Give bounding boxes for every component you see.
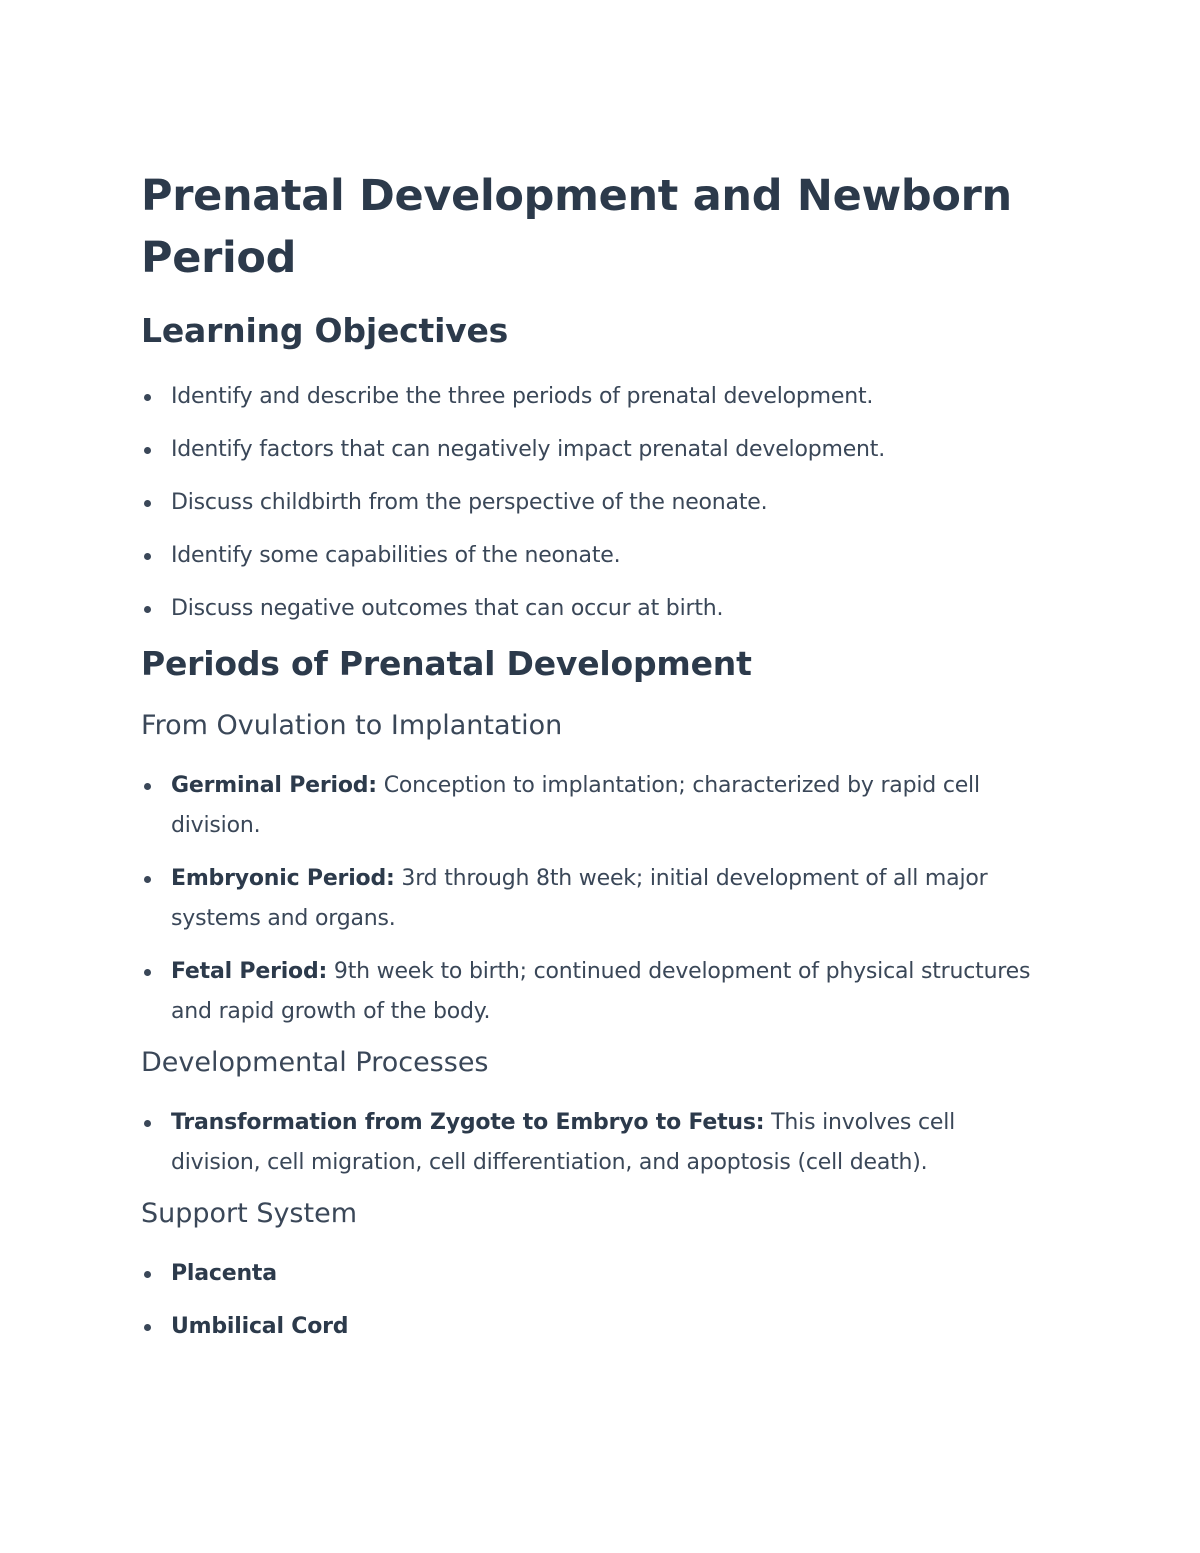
section-heading-learning-objectives: Learning Objectives [141,311,509,350]
term-label: Fetal Period: [171,959,328,984]
list-item [141,1103,1041,1183]
learning-objectives-list [141,377,1041,629]
term-label: Umbilical Cord [171,1314,349,1339]
list-item: Discuss negative outcomes that can occur at birth. [141,589,1041,629]
list-item: Discuss childbirth from the perspective of the neonate. [141,483,1041,523]
developmental-processes-list [141,1103,1041,1183]
document-page [141,165,1041,1360]
support-system-list [141,1254,1041,1347]
page-title: Prenatal Development and Newborn Period [141,171,1012,283]
term-description: 3rd through 8th week; initial development of all major systems and organs. [171,866,988,931]
term-label: Transformation from Zygote to Embryo to Fetus: [171,1110,765,1135]
list-item [141,1307,1041,1347]
list-item: Identify some capabilities of the neonate. [141,536,1041,576]
list-item [141,859,1041,939]
prenatal-periods-list [141,766,1041,1032]
list-item [141,766,1041,846]
subheading-developmental-processes: Developmental Processes [141,1047,489,1078]
term-description: This involves cell division, cell migration, cell differentiation, and apoptosis (cell death). [171,1110,956,1175]
list-item [141,952,1041,1032]
subheading-support-system: Support System [141,1198,357,1229]
term-label: Placenta [171,1261,277,1286]
term-description: 9th week to birth; continued development of physical structures and rapid growth of the body. [171,959,1031,1024]
subheading-ovulation-to-implantation: From Ovulation to Implantation [141,710,563,741]
list-item: Identify and describe the three periods of prenatal development. [141,377,1041,417]
list-item: Identify factors that can negatively impact prenatal development. [141,430,1041,470]
term-description: Conception to implantation; characterized by rapid cell division. [171,773,980,838]
term-label: Embryonic Period: [171,866,395,891]
term-label: Germinal Period: [171,773,377,798]
section-heading-periods: Periods of Prenatal Development [141,644,752,683]
list-item [141,1254,1041,1294]
